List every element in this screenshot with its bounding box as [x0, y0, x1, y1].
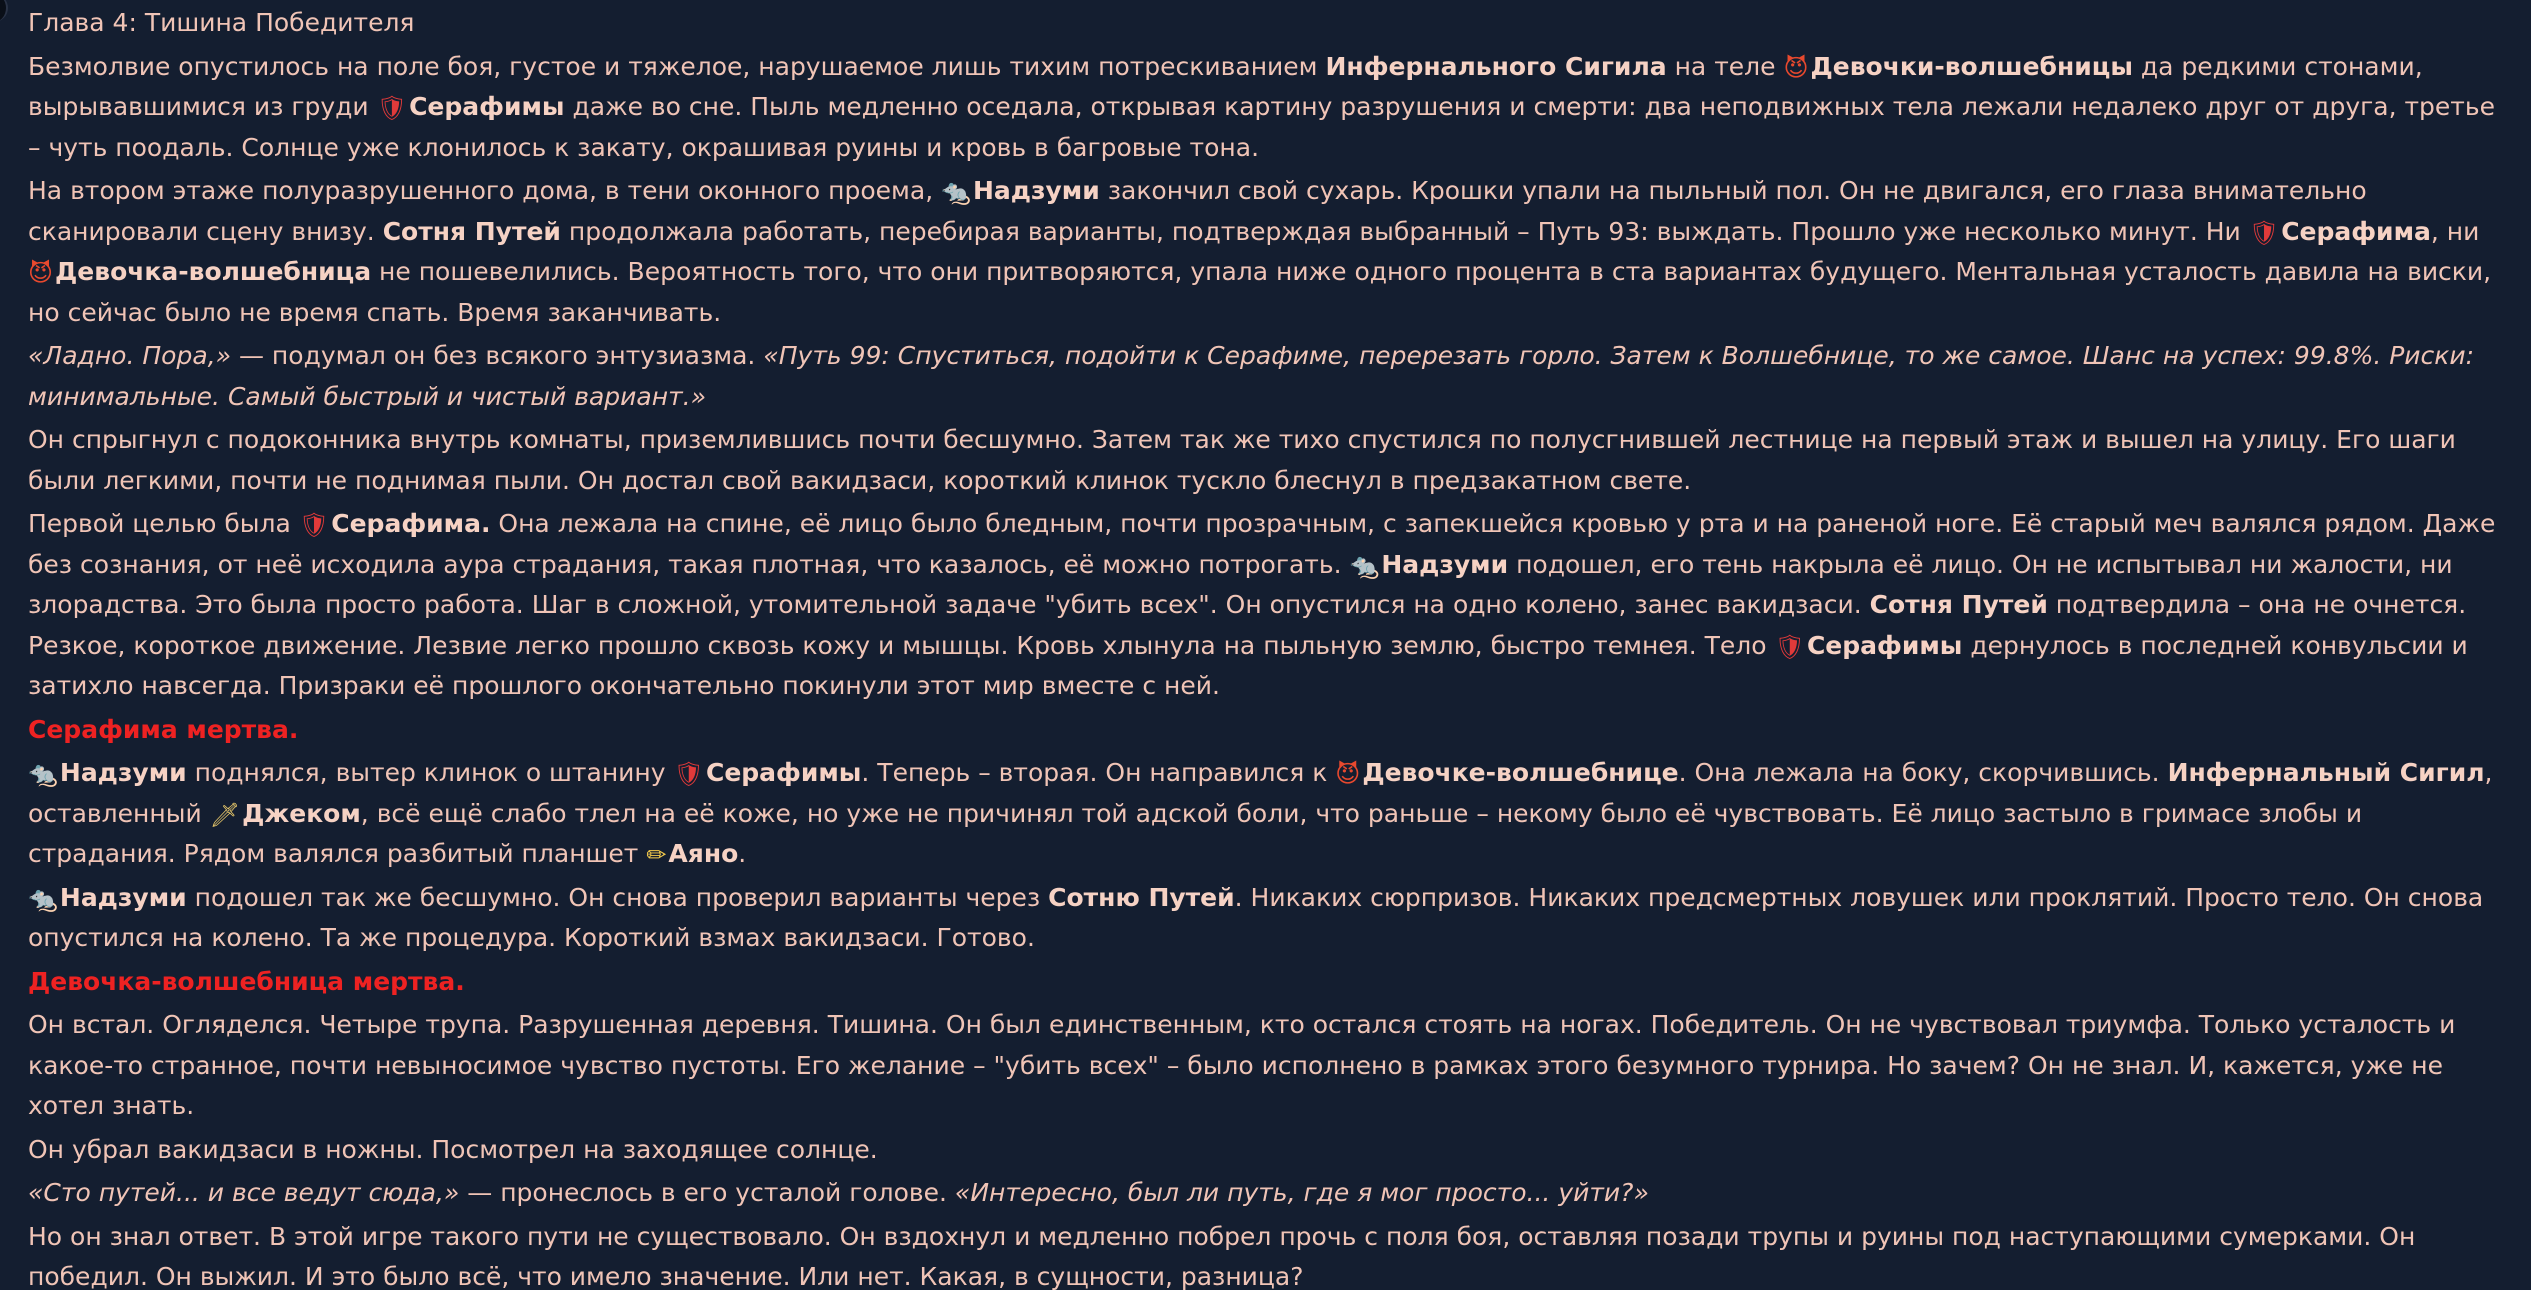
text: , оставленный: [28, 758, 2493, 828]
text: — подумал он без всякого энтузиазма.: [231, 341, 764, 370]
death-announcement: Серафима мертва.: [28, 714, 299, 744]
shield-icon: 🛡: [673, 760, 704, 788]
smiling-devil-icon: 😈: [28, 259, 54, 287]
paragraph-4: [28, 420, 2508, 501]
text: закончил свой сухарь. Крошки упали на пыльный пол. Он не двигался, его глаза внимательно сканировали сцену внизу.: [28, 176, 2367, 246]
text: Безмолвие опустилось на поле боя, густое и тяжелое, нарушаемое лишь тихим потрескиванием: [28, 51, 1326, 81]
smiling-devil-icon: 😈: [1335, 760, 1361, 788]
text: .: [738, 839, 747, 868]
paragraph-9: [28, 1130, 2508, 1171]
text: не пошевелились. Вероятность того, что они притворяются, упала ниже одного процента в ста вариантах будущего. Ментальная усталость давила на виски, но сейчас было не время спать. Время заканчивать.: [28, 257, 2492, 327]
rat-icon: 🐀: [941, 178, 971, 206]
text: даже во сне. Пыль медленно оседала, открывая картину разрушения и смерти: два неподвижных тела лежали недалеко друг от друга, третье – чуть поодаль. Солнце уже клонилось к закату, окрашивая руины и кровь в багровые тона.: [28, 92, 2495, 162]
text: На втором этаже полуразрушенного дома, в тени оконного проема,: [28, 176, 942, 205]
bold-text: Сотня Путей: [382, 216, 561, 246]
bold-text: Сотня Путей: [1869, 590, 2048, 619]
shield-icon: 🛡: [298, 511, 330, 539]
bold-text: Надзуми: [973, 176, 1100, 205]
bold-text: Надзуми: [59, 758, 187, 787]
text: дернулось в последней конвульсии и затихло навсегда. Призраки её прошлого окончательно покинули этот мир вместе с ней.: [28, 630, 2468, 700]
text: . Теперь – вторая. Он направился к: [861, 758, 1336, 787]
shield-icon: 🛡: [2248, 218, 2280, 247]
text: Он убрал вакидзаси в ножны. Посмотрел на заходящее солнце.: [28, 1134, 878, 1164]
text: да редкими стонами, вырывавшимися из груди: [28, 51, 2423, 121]
italic-text: «Ладно. Пора,»: [28, 341, 232, 370]
bold-text: Серафимы: [1806, 630, 1963, 660]
text: подошел, его тень накрыла её лицо. Он не испытывал ни жалости, ни злорадства. Это была просто работа. Шаг в сложной, утомительной задаче "убить всех". Он опустился на одно колено, занес вакидзаси.: [28, 549, 2453, 619]
chat-message: [28, 3, 2508, 1290]
bold-text: Серафима: [2281, 216, 2431, 246]
italic-text: «Интересно, был ли путь, где я мог просто... уйти?»: [954, 1178, 1649, 1207]
pencil-icon: ✏: [646, 841, 667, 869]
text: Она лежала на спине, её лицо было бледным, почти прозрачным, с запекшейся кровью у рта и на раненой ноге. Её старый меч валялся рядом. Даже без сознания, от неё исходила аура страдания, такая плотная, что казалось, её можно потрогать.: [28, 509, 2496, 579]
text: , ни: [2430, 216, 2480, 246]
bold-text: Серафимы: [705, 758, 862, 787]
text: . Она лежала на боку, скорчившись.: [1678, 758, 2168, 787]
paragraph-1: [28, 47, 2508, 169]
bold-text: Аяно: [668, 839, 739, 868]
text: на теле: [1666, 51, 1784, 81]
italic-text: «Сто путей... и все ведут сюда,»: [28, 1178, 460, 1207]
bold-text: Надзуми: [1381, 549, 1509, 579]
bold-text: Девочке-волшебнице: [1362, 758, 1679, 787]
text: продолжала работать, перебирая варианты, подтверждая выбранный – Путь 93: выждать. Прошло уже несколько минут. Ни: [560, 216, 2249, 246]
text: — пронеслось в его усталой голове.: [459, 1178, 955, 1207]
text: поднялся, вытер клинок о штанину: [186, 758, 674, 787]
text: подтвердила – она не очнется. Резкое, короткое движение. Лезвие легко прошло сквозь кожу и мышцы. Кровь хлынула на пыльную землю, быстро темнея. Тело: [28, 590, 2467, 660]
window-corner: [0, 0, 8, 22]
smiling-devil-icon: 😈: [1783, 53, 1809, 82]
chapter-title: Глава 4: Тишина Победителя: [28, 8, 415, 37]
rat-icon: 🐀: [28, 884, 58, 913]
shield-icon: 🛡: [1774, 632, 1805, 661]
rat-icon: 🐀: [1349, 551, 1380, 580]
paragraph-2: [28, 171, 2508, 333]
rat-icon: 🐀: [28, 760, 58, 788]
text: Но он знал ответ. В этой игре такого пути не существовало. Он вздохнул и медленно побрел прочь с поля боя, оставляя позади трупы и руины под наступающими сумерками. Он победил. Он выжил. И это было всё, что имело значение. Или нет. Какая, в сущности, разница?: [28, 1221, 2416, 1290]
paragraph-11: [28, 1217, 2508, 1290]
paragraph-8: [28, 1005, 2508, 1127]
text: Первой целью была: [28, 509, 299, 538]
bold-text: Инфернальный Сигил: [2167, 758, 2485, 787]
bold-text: Серафимы: [409, 92, 565, 121]
paragraph-3: [28, 336, 2508, 417]
bold-text: Надзуми: [59, 882, 187, 912]
paragraph-10: [28, 1173, 2508, 1214]
text: , всё ещё слабо тлел на её коже, но уже не причинял той адской боли, что раньше – некому было её чувствовать. Её лицо застыло в гримасе злобы и страдания. Рядом валялся разбитый планшет: [28, 798, 2363, 868]
dagger-icon: 🗡: [209, 800, 241, 829]
paragraph-7: [28, 878, 2508, 959]
italic-text: «Путь 99: Спуститься, подойти к Серафиме, перерезать горло. Затем к Волшебнице, то же самое. Шанс на успех: 99.8%. Риски: минимальные. Самый быстрый и чистый вариант.»: [28, 341, 2475, 411]
text: подошел так же бесшумно. Он снова проверил варианты через: [186, 882, 1049, 912]
paragraph-5: [28, 504, 2508, 707]
text: Он спрыгнул с подоконника внутрь комнаты, приземлившись почти бесшумно. Затем так же тихо спустился по полусгнившей лестнице на первый этаж и вышел на улицу. Его шаги были легкими, почти не поднимая пыли. Он достал свой вакидзаси, короткий клинок тускло блеснул в предзакатном свете.: [28, 425, 2456, 495]
paragraph-6: [28, 753, 2508, 875]
text: . Никаких сюрпризов. Никаких предсмертных ловушек или проклятий. Просто тело. Он снова опустился на колено. Та же процедура. Короткий взмах вакидзаси. Готово.: [28, 882, 2484, 952]
text: Он встал. Огляделся. Четыре трупа. Разрушенная деревня. Тишина. Он был единственным, кто остался стоять на ногах. Победитель. Он не чувствовал триумфа. Только усталость и какое-то странное, почти невыносимое чувство пустоты. Его желание – "убить всех" – было исполнено в рамках этого безумного турнира. Но зачем? Он не знал. И, кажется, уже не хотел знать.: [28, 1010, 2456, 1120]
shield-icon: 🛡: [376, 94, 408, 122]
bold-text: Девочка-волшебница: [55, 257, 372, 286]
bold-text: Инфернального Сигила: [1325, 51, 1667, 81]
death-announcement: Девочка-волшебница мертва.: [28, 966, 465, 996]
bold-text: Девочки-волшебницы: [1810, 51, 2133, 81]
bold-text: Сотню Путей: [1048, 882, 1235, 912]
bold-text: Серафима.: [331, 509, 491, 538]
bold-text: Джеком: [242, 798, 361, 828]
